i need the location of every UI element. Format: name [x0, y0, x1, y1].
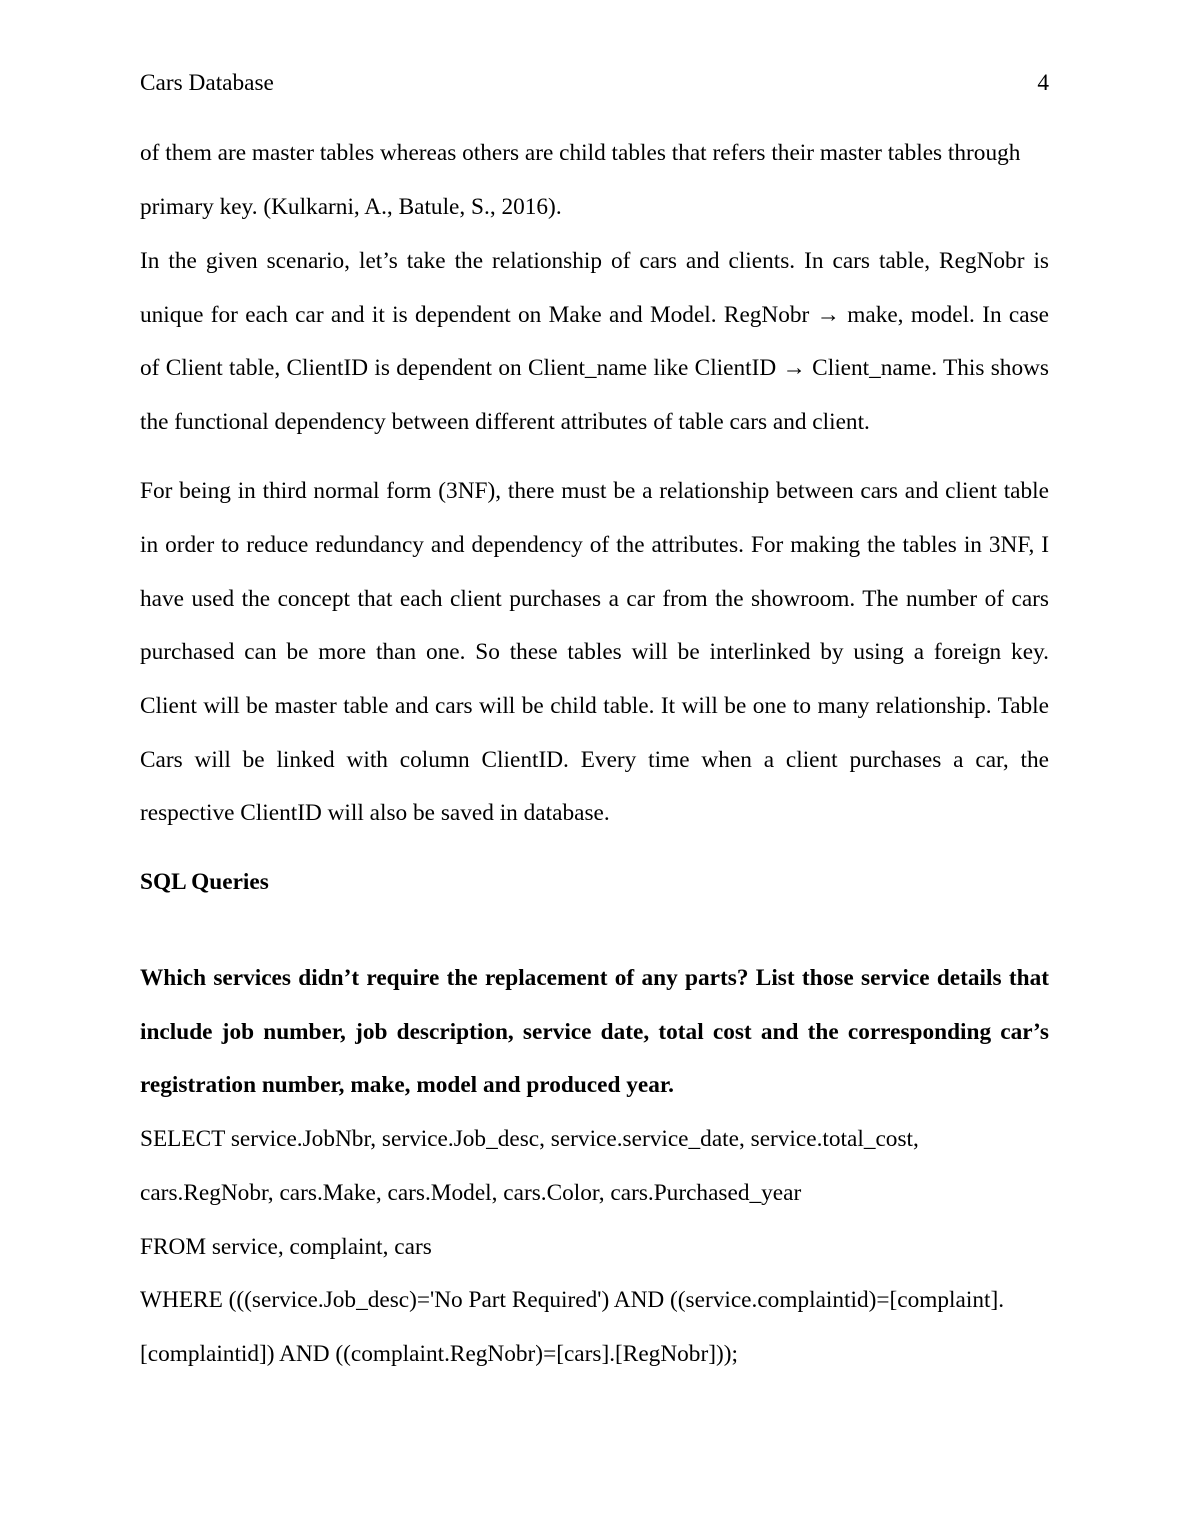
running-header-title: Cars Database [140, 70, 274, 96]
text-line: in order to reduce redundancy and dependency of the attributes. For making the tables in 3NF, I [140, 532, 1049, 558]
page-number: 4 [1037, 70, 1049, 96]
text-line: of them are master tables whereas others are child tables that refers their master tables through [140, 140, 1021, 166]
section-heading-sql-queries: SQL Queries [140, 869, 269, 895]
sql-line: WHERE (((service.Job_desc)='No Part Required') AND ((service.complaintid)=[complaint]. [140, 1287, 1005, 1313]
text-line: Client will be master table and cars will be child table. It will be one to many relationship. Table [140, 693, 1049, 719]
text-line: of Client table, ClientID is dependent on Client_name like ClientID → Client_name. This shows [140, 355, 1049, 381]
text-line: registration number, make, model and produced year. [140, 1072, 674, 1098]
text-line: the functional dependency between different attributes of table cars and client. [140, 409, 870, 435]
text-line: include job number, job description, service date, total cost and the corresponding car’s [140, 1019, 1049, 1045]
text-line: In the given scenario, let’s take the relationship of cars and clients. In cars table, RegNobr is [140, 248, 1049, 274]
text-line: respective ClientID will also be saved in database. [140, 800, 610, 826]
text-line: have used the concept that each client purchases a car from the showroom. The number of cars [140, 586, 1049, 612]
text-line: Cars will be linked with column ClientID. Every time when a client purchases a car, the [140, 747, 1049, 773]
text-line: Which services didn’t require the replacement of any parts? List those service details that [140, 965, 1049, 991]
sql-line: cars.RegNobr, cars.Make, cars.Model, cars.Color, cars.Purchased_year [140, 1180, 802, 1206]
text-line: unique for each car and it is dependent on Make and Model. RegNobr → make, model. In case [140, 302, 1049, 328]
sql-line: FROM service, complaint, cars [140, 1234, 432, 1260]
text-line: primary key. (Kulkarni, A., Batule, S., 2016). [140, 194, 562, 220]
sql-line: SELECT service.JobNbr, service.Job_desc, service.service_date, service.total_cost, [140, 1126, 919, 1152]
sql-line: [complaintid]) AND ((complaint.RegNobr)=[cars].[RegNobr])); [140, 1341, 738, 1367]
text-line: For being in third normal form (3NF), there must be a relationship between cars and client table [140, 478, 1049, 504]
text-line: purchased can be more than one. So these tables will be interlinked by using a foreign key. [140, 639, 1049, 665]
